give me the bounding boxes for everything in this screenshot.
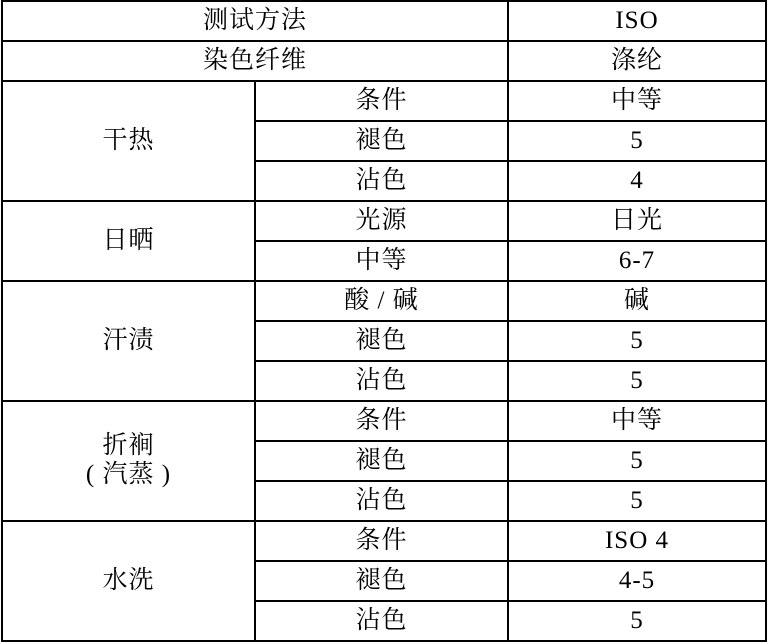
cell-value: 中等 — [508, 401, 766, 441]
group-label-line2: ( 汽蒸 ) — [85, 461, 172, 488]
dyed-fiber-label: 染色纤维 — [2, 41, 508, 81]
sub-label: 沾色 — [255, 481, 508, 521]
group-label-perspiration: 汗渍 — [2, 281, 255, 401]
cell-value: 中等 — [508, 81, 766, 121]
group-label-light-fastness: 日晒 — [2, 201, 255, 281]
cell-value: 5 — [508, 321, 766, 361]
sub-label: 中等 — [255, 241, 508, 281]
sub-label: 褪色 — [255, 561, 508, 601]
cell-value: 5 — [508, 481, 766, 521]
sub-label: 条件 — [255, 521, 508, 561]
cell-value: ISO 4 — [508, 521, 766, 561]
table-row — [2, 281, 766, 321]
group-label-line1: 折裥 — [102, 432, 155, 460]
cell-value: 5 — [508, 121, 766, 161]
group-label-pleating — [2, 401, 255, 521]
sub-label: 沾色 — [255, 161, 508, 201]
sub-label: 光源 — [255, 201, 508, 241]
table-row-test-method — [2, 1, 766, 41]
sub-label: 褪色 — [255, 321, 508, 361]
table-row — [2, 521, 766, 561]
cell-value: 5 — [508, 601, 766, 641]
group-label-washing: 水洗 — [2, 521, 255, 641]
table-row-dyed-fiber — [2, 41, 766, 81]
cell-value: 日光 — [508, 201, 766, 241]
sub-label: 沾色 — [255, 361, 508, 401]
cell-value: 4-5 — [508, 561, 766, 601]
dyed-fiber-value: 涤纶 — [508, 41, 766, 81]
sub-label: 褪色 — [255, 121, 508, 161]
table-row — [2, 201, 766, 241]
cell-value: 4 — [508, 161, 766, 201]
table-row — [2, 81, 766, 121]
group-label-dry-heat: 干热 — [2, 81, 255, 201]
sub-label: 条件 — [255, 401, 508, 441]
table-row — [2, 401, 766, 441]
cell-value: 5 — [508, 361, 766, 401]
test-method-value: ISO — [508, 1, 766, 41]
test-method-label: 测试方法 — [2, 1, 508, 41]
sub-label: 褪色 — [255, 441, 508, 481]
sub-label: 条件 — [255, 81, 508, 121]
sub-label: 酸 / 碱 — [255, 281, 508, 321]
cell-value: 碱 — [508, 281, 766, 321]
sub-label: 沾色 — [255, 601, 508, 641]
test-results-table — [1, 0, 767, 642]
cell-value: 5 — [508, 441, 766, 481]
cell-value: 6-7 — [508, 241, 766, 281]
